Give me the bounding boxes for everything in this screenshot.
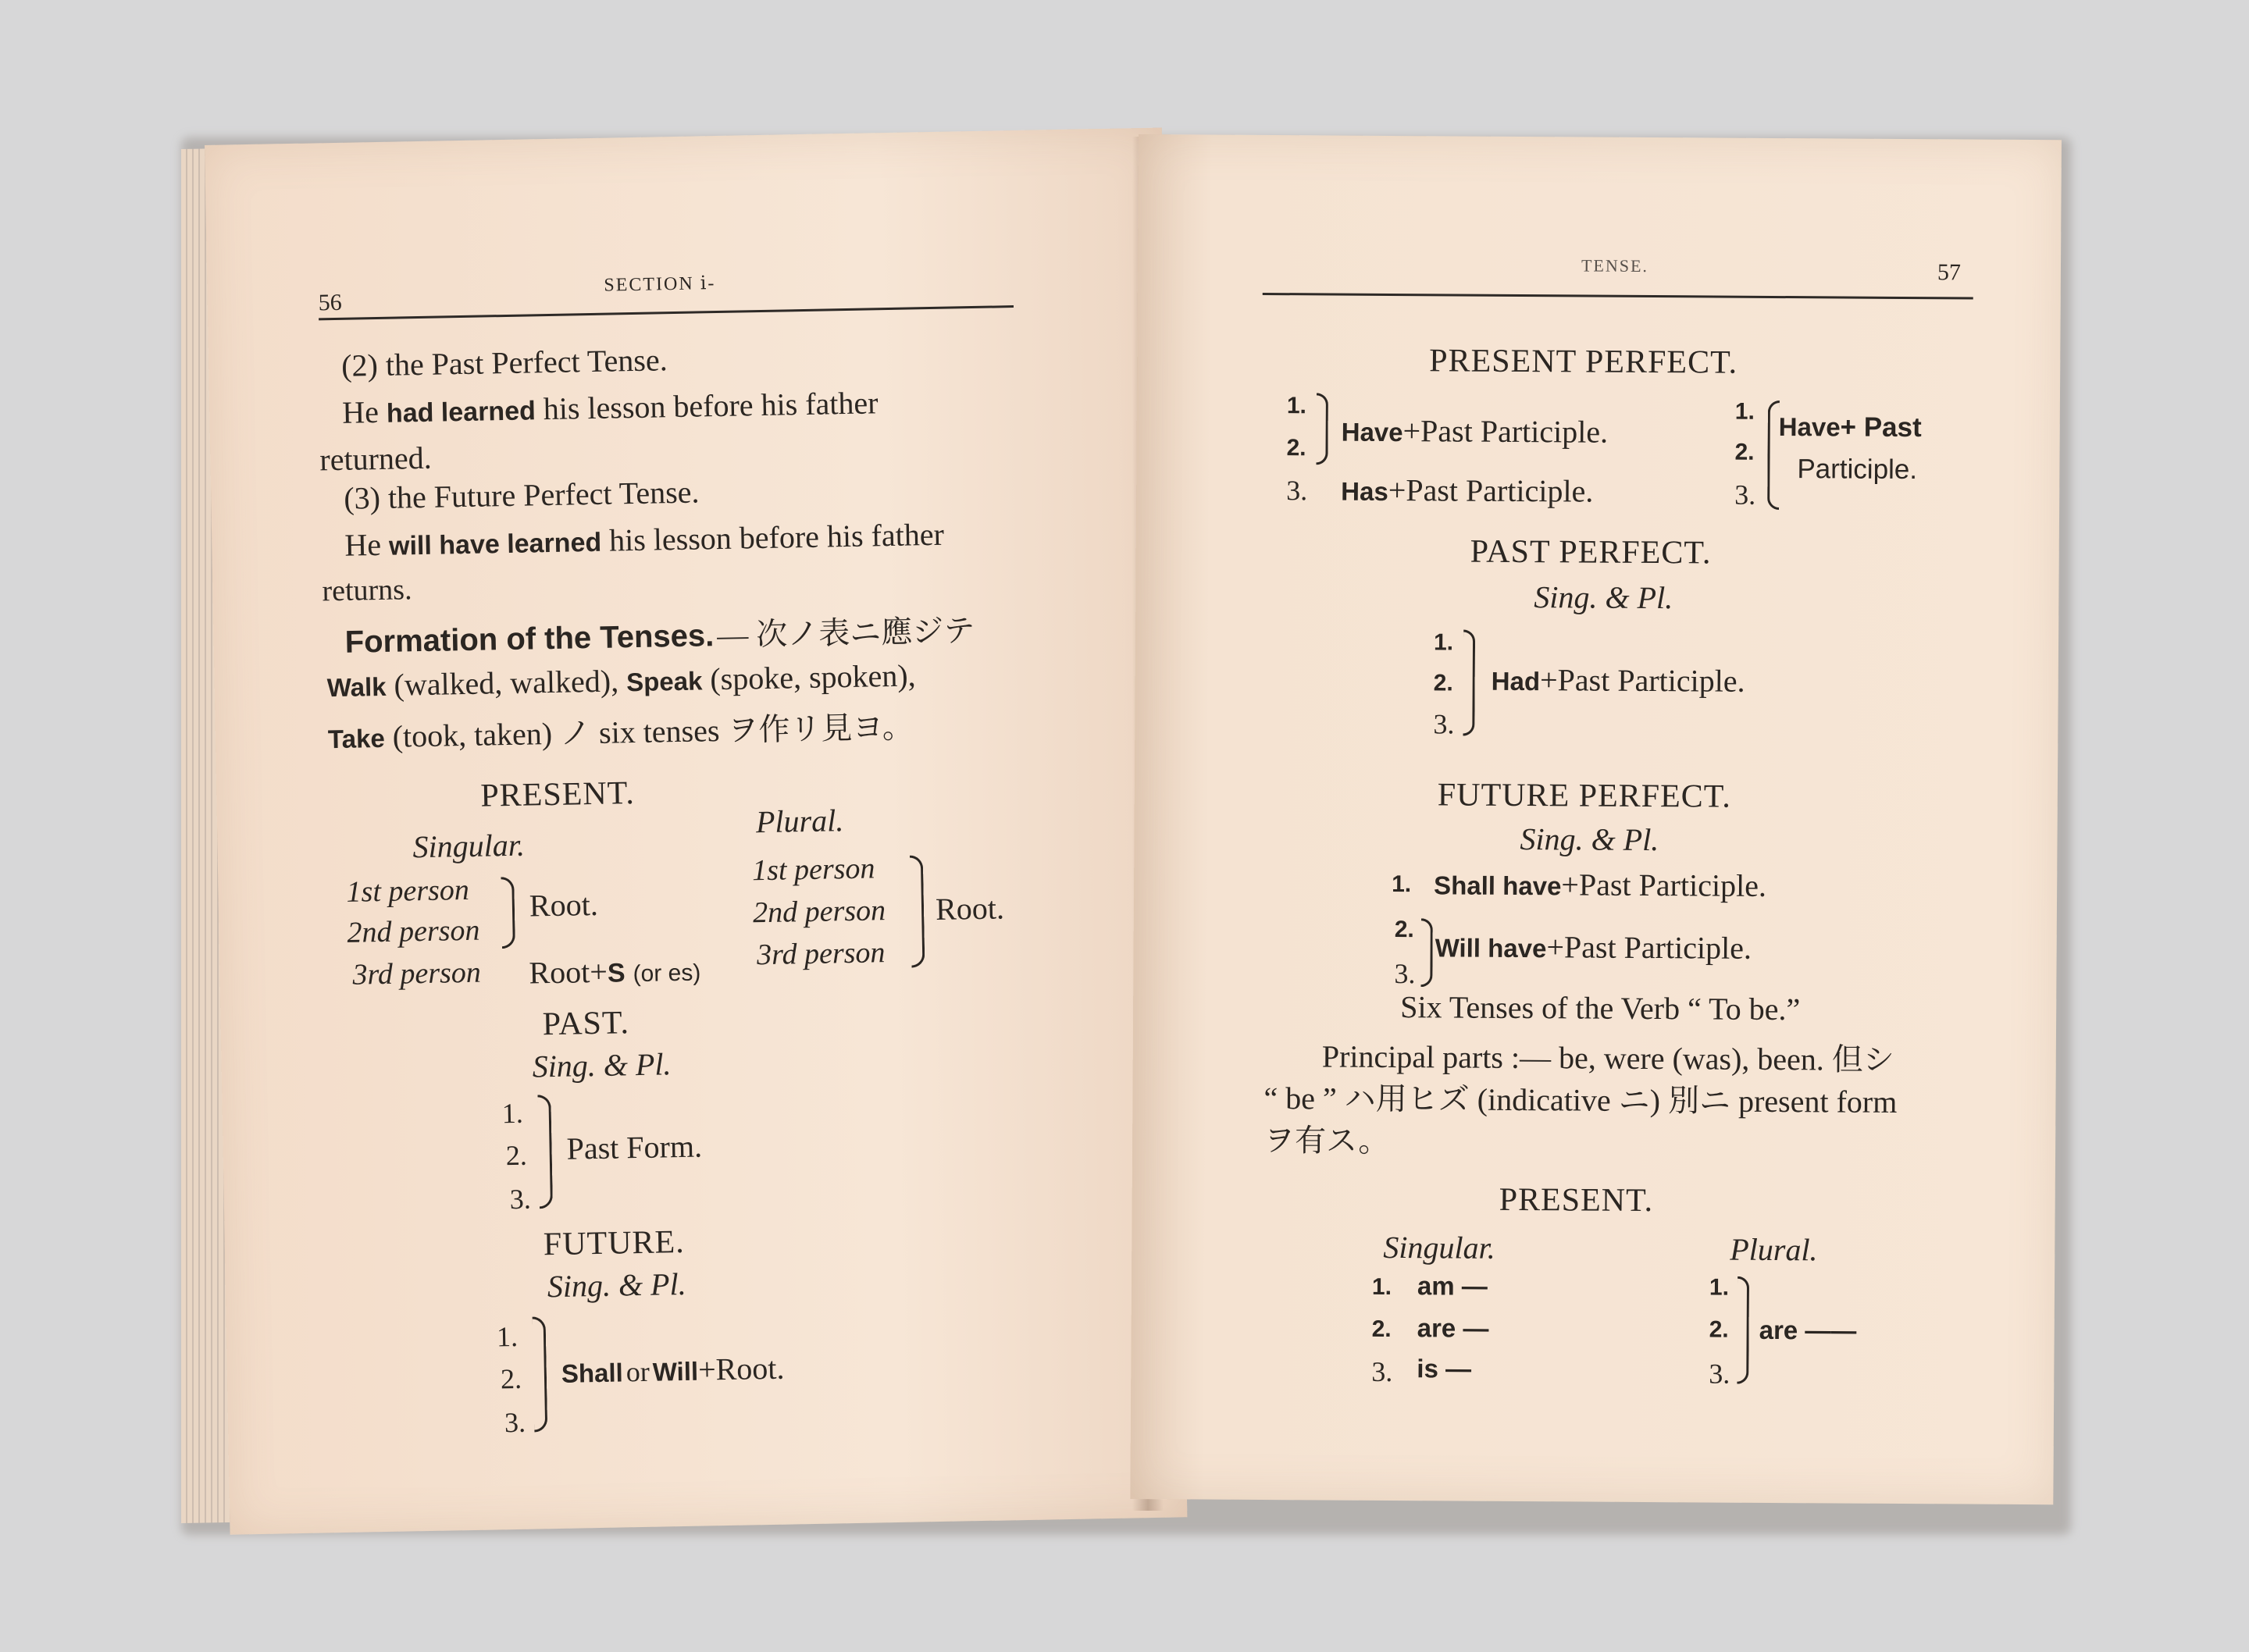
person-2-singular: 2nd person bbox=[347, 913, 480, 949]
text-line: “ be ” ハ用ヒズ (indicative ニ) 別ニ present form bbox=[1264, 1081, 1898, 1120]
text-line: He had learned his lesson before his father bbox=[341, 385, 879, 430]
brace bbox=[1767, 401, 1780, 510]
num-2: 2. bbox=[1371, 1316, 1392, 1343]
is-form: is — bbox=[1417, 1354, 1472, 1383]
num-1: 1. bbox=[501, 1097, 524, 1130]
header-rule bbox=[319, 305, 1014, 320]
page-number: 57 bbox=[1937, 259, 1962, 286]
num-3: 3. bbox=[509, 1183, 532, 1216]
past-perfect-heading: PAST PERFECT. bbox=[1470, 533, 1712, 571]
text-line: Walk (walked, walked), Speak (spoke, spoken), bbox=[326, 657, 916, 703]
num-1: 1. bbox=[1433, 629, 1454, 656]
running-head: TENSE. bbox=[1581, 255, 1649, 276]
person-3-plural: 3rd person bbox=[756, 936, 886, 972]
text-line: Principal parts :— be, were (was), been. 但シ bbox=[1321, 1038, 1895, 1077]
root-s-label: Root+S (or es) bbox=[529, 953, 701, 991]
num-1: 1. bbox=[1371, 1273, 1392, 1301]
plural-have-past: Have+ Past bbox=[1778, 411, 1922, 443]
brace bbox=[533, 1316, 548, 1432]
brace bbox=[1737, 1276, 1749, 1384]
right-page bbox=[1130, 134, 2062, 1504]
person-3-singular: 3rd person bbox=[352, 956, 482, 992]
num-2: 2. bbox=[1734, 439, 1755, 465]
person-1-plural: 1st person bbox=[751, 852, 875, 888]
brace bbox=[501, 877, 515, 949]
past-sub: Sing. & Pl. bbox=[532, 1046, 672, 1084]
num-2: 2. bbox=[1286, 435, 1306, 461]
text-line: (3) the Future Perfect Tense. bbox=[343, 474, 700, 516]
future-perfect-heading: FUTURE PERFECT. bbox=[1437, 777, 1731, 815]
future-perfect-sub: Sing. & Pl. bbox=[1520, 821, 1659, 858]
past-heading: PAST. bbox=[542, 1005, 630, 1043]
num-1: 1. bbox=[1709, 1274, 1730, 1301]
had-past-participle: Had+Past Participle. bbox=[1491, 662, 1745, 699]
text-line: (2) the Past Perfect Tense. bbox=[340, 342, 668, 383]
left-page bbox=[205, 128, 1187, 1535]
brace bbox=[1420, 918, 1433, 987]
num-1: 1. bbox=[496, 1320, 519, 1353]
root-label: Root. bbox=[529, 886, 599, 924]
root-plural-label: Root. bbox=[935, 890, 1005, 927]
num-2: 2. bbox=[505, 1139, 528, 1172]
present-perfect-heading: PRESENT PERFECT. bbox=[1429, 343, 1738, 381]
plural-are-form: are —— bbox=[1759, 1315, 1857, 1345]
future-form: Shall or Will+Root. bbox=[561, 1350, 785, 1388]
running-head: SECTION ⅰ- bbox=[604, 273, 716, 296]
text-line: Six Tenses of the Verb “ To be.” bbox=[1400, 989, 1801, 1027]
brace bbox=[1463, 630, 1475, 736]
section-title: Formation of the Tenses. — 次ノ表ニ應ジテ bbox=[344, 613, 975, 660]
present-heading: PRESENT. bbox=[1499, 1181, 1654, 1219]
have-past-participle: Have+Past Participle. bbox=[1341, 413, 1609, 450]
shall-have-past-participle: Shall have+Past Participle. bbox=[1434, 867, 1767, 903]
singular-label: Singular. bbox=[1383, 1229, 1495, 1266]
plural-label: Plural. bbox=[1730, 1231, 1818, 1268]
brace bbox=[910, 855, 925, 967]
will-have-past-participle: Will have+Past Participle. bbox=[1435, 929, 1752, 966]
num-1: 1. bbox=[1392, 871, 1412, 898]
header-rule bbox=[1263, 293, 1973, 300]
text-line: Take (took, taken) ノ six tenses ヲ作リ見ヨ。 bbox=[327, 709, 914, 754]
text-line: He will have learned his lesson before his father bbox=[344, 516, 945, 563]
plural-label: Plural. bbox=[755, 803, 844, 840]
future-sub: Sing. & Pl. bbox=[547, 1266, 687, 1305]
person-1-singular: 1st person bbox=[346, 873, 470, 909]
text-line: returns. bbox=[322, 573, 412, 608]
am-form: am — bbox=[1417, 1271, 1488, 1301]
page-number: 56 bbox=[318, 289, 343, 316]
text-line: ヲ有ス。 bbox=[1263, 1123, 1390, 1159]
past-perfect-sub: Sing. & Pl. bbox=[1534, 579, 1673, 616]
are-form: are — bbox=[1417, 1313, 1489, 1343]
present-heading: PRESENT. bbox=[479, 775, 636, 814]
has-past-participle: Has+Past Participle. bbox=[1341, 472, 1594, 509]
num-1: 1. bbox=[1286, 393, 1307, 419]
num-2: 2. bbox=[1709, 1316, 1729, 1343]
num-3: 3. bbox=[504, 1406, 526, 1439]
future-heading: FUTURE. bbox=[543, 1223, 686, 1263]
num-3: 3. bbox=[1286, 475, 1308, 507]
singular-label: Singular. bbox=[412, 827, 526, 865]
num-3: 3. bbox=[1433, 708, 1455, 740]
num-3: 3. bbox=[1394, 958, 1416, 990]
num-2: 2. bbox=[1394, 917, 1414, 943]
num-3: 3. bbox=[1709, 1358, 1730, 1390]
brace bbox=[1316, 393, 1328, 465]
num-3: 3. bbox=[1734, 479, 1756, 511]
num-1: 1. bbox=[1734, 398, 1755, 425]
plural-participle: Participle. bbox=[1797, 454, 1918, 486]
num-2: 2. bbox=[500, 1362, 522, 1395]
person-2-plural: 2nd person bbox=[752, 894, 886, 930]
num-2: 2. bbox=[1433, 670, 1453, 696]
num-3: 3. bbox=[1371, 1355, 1393, 1388]
text-line: returned. bbox=[319, 440, 433, 478]
past-form: Past Form. bbox=[566, 1128, 703, 1166]
brace bbox=[537, 1095, 553, 1209]
